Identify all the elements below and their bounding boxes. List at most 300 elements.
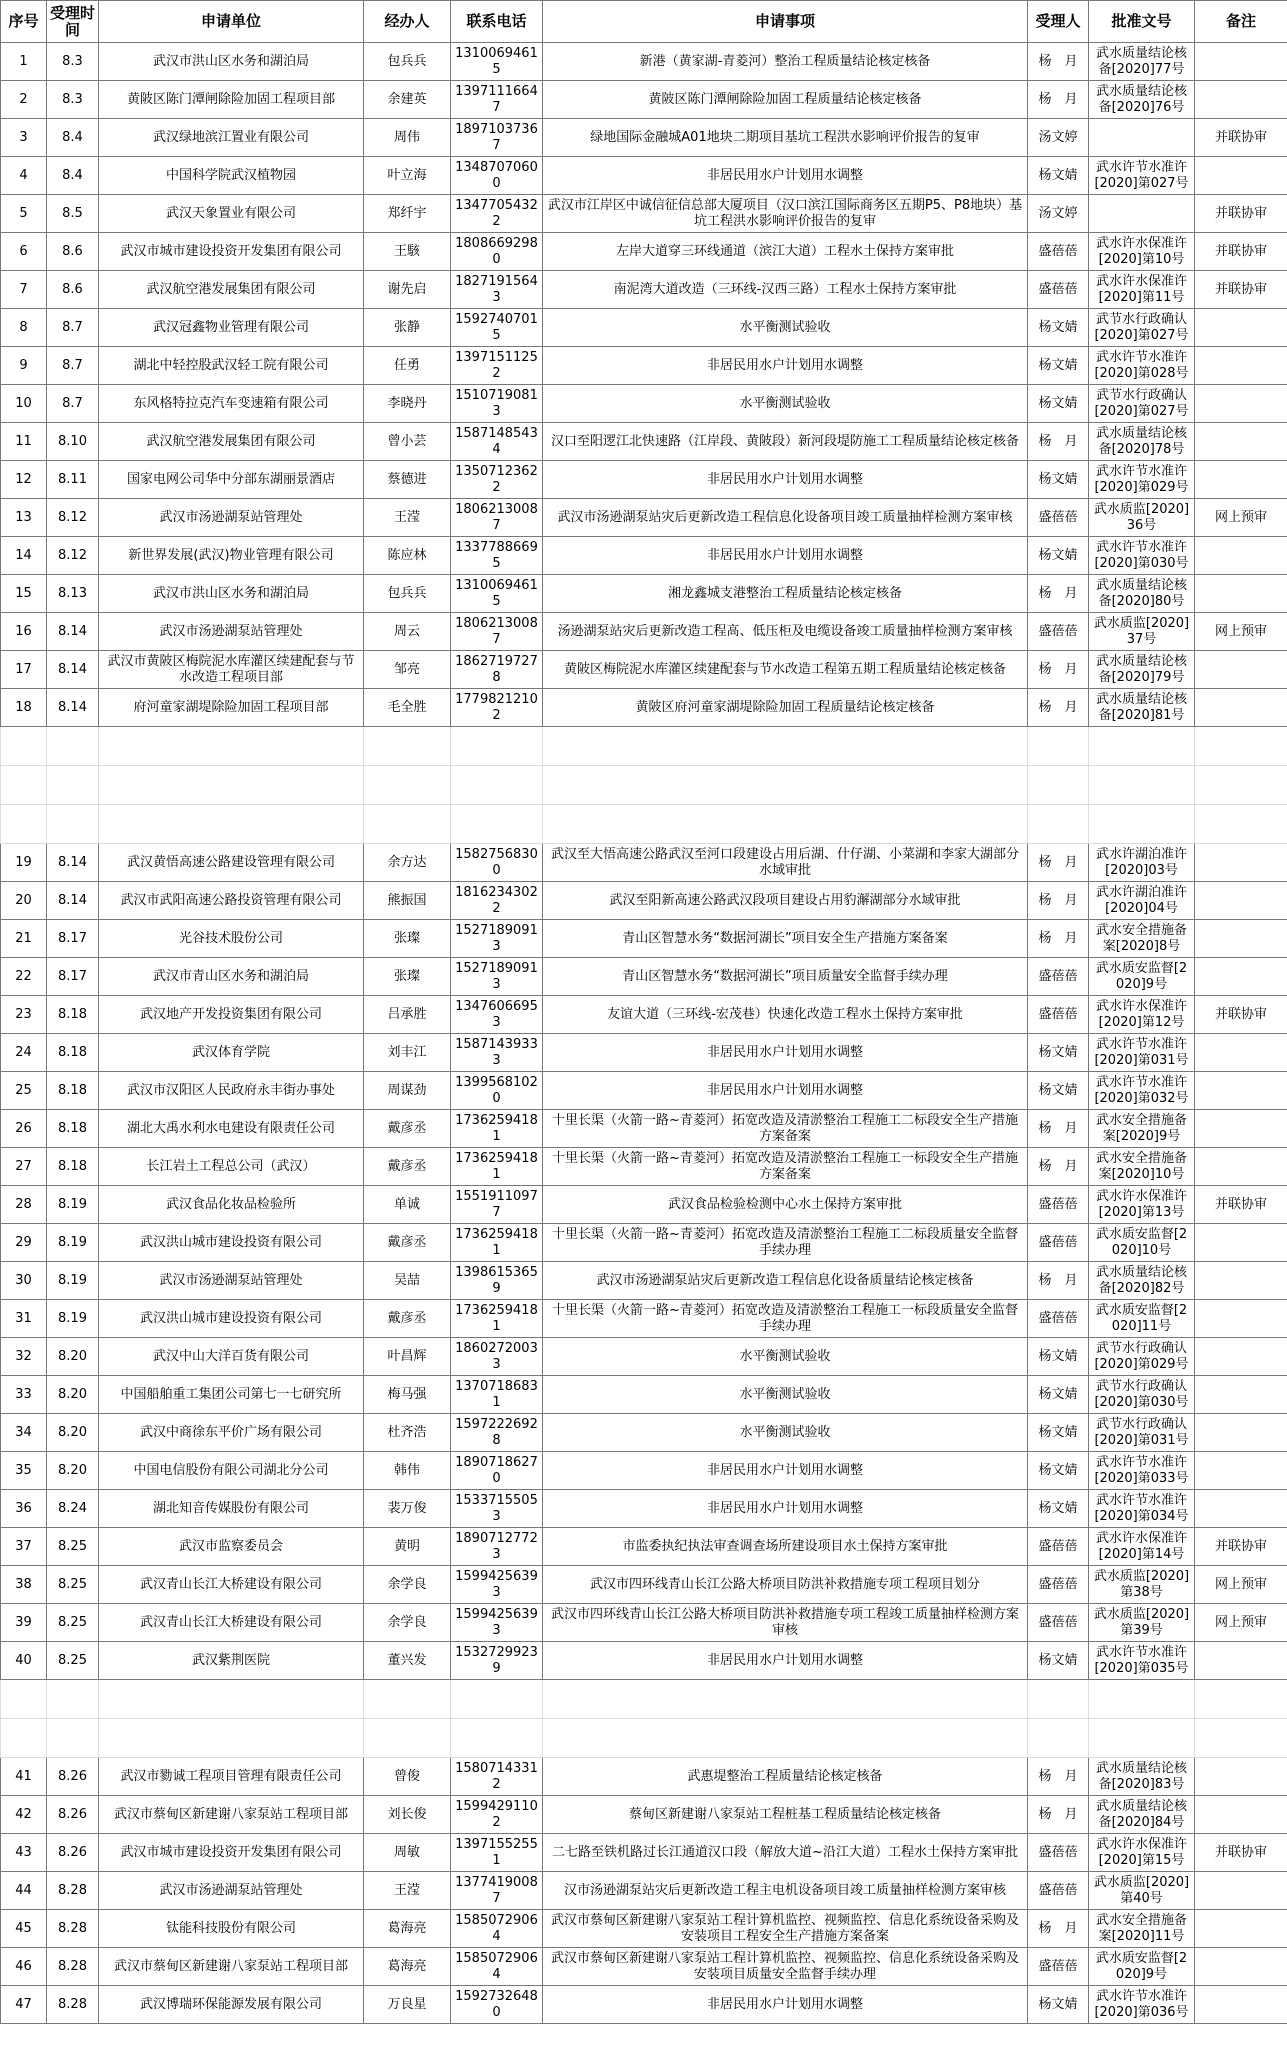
table-row [1,1528,1287,1566]
cell-note [1195,157,1287,195]
table-row [1,537,1287,575]
cell-index: 7 [1,271,47,309]
cell-phone: 18162343022 [451,882,543,920]
cell-approval: 武水质监[2020]第38号 [1089,1566,1195,1604]
cell-date: 8.3 [47,81,99,119]
cell-handler: 余方达 [364,844,451,882]
cell-unit: 武汉市汤逊湖泵站管理处 [99,499,364,537]
cell-item: 武汉市蔡甸区新建谢八家泵站工程计算机监控、视频监控、信息化系统设备采购及安装项目质量安全监督手续办理 [543,1948,1028,1986]
cell-phone: 15519110977 [451,1186,543,1224]
cell-note [1195,461,1287,499]
cell-receiver: 杨文婧 [1028,1072,1089,1110]
empty-cell [1028,805,1089,844]
table-row [1,1338,1287,1376]
cell-receiver: 盛蓓蓓 [1028,271,1089,309]
cell-approval: 武节水行政确认[2020]第029号 [1089,1338,1195,1376]
cell-handler: 吴喆 [364,1262,451,1300]
cell-phone: 15271890913 [451,920,543,958]
cell-index: 14 [1,537,47,575]
cell-date: 8.28 [47,1948,99,1986]
cell-approval: 武水质量结论核备[2020]81号 [1089,689,1195,727]
cell-receiver: 杨 月 [1028,423,1089,461]
cell-note [1195,1224,1287,1262]
cell-date: 8.6 [47,271,99,309]
cell-unit: 武汉冠鑫物业管理有限公司 [99,309,364,347]
cell-index: 3 [1,119,47,157]
empty-cell [1,1719,47,1758]
cell-receiver: 盛蓓蓓 [1028,1872,1089,1910]
cell-handler: 毛全胜 [364,689,451,727]
table-row [1,575,1287,613]
cell-date: 8.14 [47,689,99,727]
cell-receiver: 盛蓓蓓 [1028,1186,1089,1224]
cell-date: 8.26 [47,1834,99,1872]
empty-cell [47,766,99,805]
cell-index: 19 [1,844,47,882]
cell-approval: 武水许水保准许[2020]第13号 [1089,1186,1195,1224]
cell-receiver: 杨文婧 [1028,461,1089,499]
header-approval: 批准文号 [1089,1,1195,43]
cell-phone: 18907127723 [451,1528,543,1566]
empty-cell [543,727,1028,766]
header-row [1,1,1287,43]
cell-date: 8.11 [47,461,99,499]
table-row [1,271,1287,309]
cell-approval: 武水许节水准许[2020]第033号 [1089,1452,1195,1490]
cell-handler: 包兵兵 [364,43,451,81]
cell-note: 并联协审 [1195,1186,1287,1224]
cell-approval: 武水许节水准许[2020]第036号 [1089,1986,1195,2024]
cell-approval: 武水质安监督[2020]11号 [1089,1300,1195,1338]
cell-item: 十里长渠（火箭一路~青菱河）拓宽改造及清淤整治工程施工二标段安全生产措施方案备案 [543,1110,1028,1148]
cell-note: 并联协审 [1195,271,1287,309]
cell-approval: 武水质量结论核备[2020]78号 [1089,423,1195,461]
cell-unit: 湖北知音传媒股份有限公司 [99,1490,364,1528]
table-body [1,43,1287,2024]
cell-date: 8.18 [47,1072,99,1110]
cell-item: 非居民用水户计划用水调整 [543,347,1028,385]
cell-note [1195,1148,1287,1186]
table-row [1,1834,1287,1872]
cell-item: 十里长渠（火箭一路~青菱河）拓宽改造及清淤整治工程施工二标段质量安全监督手续办理 [543,1224,1028,1262]
cell-approval: 武水质量结论核备[2020]79号 [1089,651,1195,689]
cell-date: 8.26 [47,1758,99,1796]
empty-cell [1,727,47,766]
cell-index: 16 [1,613,47,651]
table-row [1,461,1287,499]
header-unit: 申请单位 [99,1,364,43]
cell-handler: 曾俊 [364,1758,451,1796]
cell-phone: 15807143312 [451,1758,543,1796]
cell-note [1195,1338,1287,1376]
blank-separator-row [1,727,1287,766]
cell-index: 43 [1,1834,47,1872]
table-row [1,1262,1287,1300]
table-row [1,347,1287,385]
cell-note: 并联协审 [1195,1834,1287,1872]
cell-item: 武汉市四环线青山长江公路大桥项目防洪补救措施专项工程项目划分 [543,1566,1028,1604]
table-row [1,651,1287,689]
cell-unit: 新世界发展(武汉)物业管理有限公司 [99,537,364,575]
cell-handler: 王駭 [364,233,451,271]
cell-phone: 15337155053 [451,1490,543,1528]
cell-note [1195,1110,1287,1148]
cell-index: 27 [1,1148,47,1186]
cell-note [1195,385,1287,423]
cell-approval: 武水许湖泊准许[2020]03号 [1089,844,1195,882]
cell-handler: 周谋劲 [364,1072,451,1110]
cell-approval: 武水许节水准许[2020]第029号 [1089,461,1195,499]
table-row [1,1872,1287,1910]
cell-item: 十里长渠（火箭一路~青菱河）拓宽改造及清淤整治工程施工一标段质量安全监督手续办理 [543,1300,1028,1338]
cell-index: 22 [1,958,47,996]
cell-handler: 王滢 [364,499,451,537]
cell-phone: 18062130087 [451,499,543,537]
cell-index: 35 [1,1452,47,1490]
cell-unit: 武汉市汤逊湖泵站管理处 [99,1872,364,1910]
cell-approval: 武节水行政确认[2020]第030号 [1089,1376,1195,1414]
cell-date: 8.7 [47,385,99,423]
cell-approval: 武水质监[2020]36号 [1089,499,1195,537]
cell-note: 网上预审 [1195,1604,1287,1642]
cell-receiver: 杨文婧 [1028,1338,1089,1376]
cell-phone: 18086692980 [451,233,543,271]
table-row [1,1642,1287,1680]
cell-unit: 武汉体育学院 [99,1034,364,1072]
cell-note [1195,1948,1287,1986]
cell-approval: 武水许水保准许[2020]第10号 [1089,233,1195,271]
cell-note [1195,882,1287,920]
cell-handler: 曾小芸 [364,423,451,461]
cell-item: 武汉市汤逊湖泵站灾后更新改造工程信息化设备项目竣工质量抽样检测方案审核 [543,499,1028,537]
cell-phone: 15327299239 [451,1642,543,1680]
cell-handler: 王滢 [364,1872,451,1910]
cell-date: 8.19 [47,1186,99,1224]
cell-note [1195,1414,1287,1452]
table-row [1,920,1287,958]
empty-cell [1,766,47,805]
cell-note [1195,1796,1287,1834]
cell-index: 46 [1,1948,47,1986]
cell-receiver: 汤文婷 [1028,119,1089,157]
cell-handler: 梅马强 [364,1376,451,1414]
blank-separator-row [1,1719,1287,1758]
cell-phone: 13971116647 [451,81,543,119]
cell-date: 8.12 [47,499,99,537]
cell-item: 武汉至阳新高速公路武汉段项目建设占用豹澥湖部分水域审批 [543,882,1028,920]
cell-date: 8.26 [47,1796,99,1834]
cell-receiver: 盛蓓蓓 [1028,996,1089,1034]
table-row [1,1300,1287,1338]
cell-receiver: 杨 月 [1028,1758,1089,1796]
cell-unit: 中国电信股份有限公司湖北分公司 [99,1452,364,1490]
cell-approval: 武水许节水准许[2020]第030号 [1089,537,1195,575]
cell-handler: 熊振国 [364,882,451,920]
cell-phone: 17362594181 [451,1224,543,1262]
cell-note [1195,844,1287,882]
table-row [1,1072,1287,1110]
cell-phone: 15871485434 [451,423,543,461]
cell-approval: 武水质量结论核备[2020]82号 [1089,1262,1195,1300]
cell-item: 左岸大道穿三环线通道（滨江大道）工程水土保持方案审批 [543,233,1028,271]
cell-date: 8.20 [47,1338,99,1376]
cell-index: 23 [1,996,47,1034]
cell-unit: 武汉市武阳高速公路投资管理有限公司 [99,882,364,920]
cell-index: 2 [1,81,47,119]
cell-date: 8.28 [47,1872,99,1910]
cell-handler: 李晓丹 [364,385,451,423]
table-row [1,1948,1287,1986]
cell-note: 并联协审 [1195,119,1287,157]
cell-item: 武汉市蔡甸区新建谢八家泵站工程计算机监控、视频监控、信息化系统设备采购及安装项目工程安全生产措施方案备案 [543,1910,1028,1948]
empty-cell [451,1680,543,1719]
cell-receiver: 杨 月 [1028,1910,1089,1948]
cell-date: 8.25 [47,1642,99,1680]
cell-unit: 府河童家湖堤除险加固工程项目部 [99,689,364,727]
cell-unit: 武汉地产开发投资集团有限公司 [99,996,364,1034]
empty-cell [1028,1680,1089,1719]
cell-index: 26 [1,1110,47,1148]
cell-index: 31 [1,1300,47,1338]
table-row [1,844,1287,882]
empty-cell [364,766,451,805]
cell-item: 市监委执纪执法审查调查场所建设项目水土保持方案审批 [543,1528,1028,1566]
cell-handler: 叶立海 [364,157,451,195]
cell-item: 十里长渠（火箭一路~青菱河）拓宽改造及清淤整治工程施工一标段安全生产措施方案备案 [543,1148,1028,1186]
cell-unit: 武汉洪山城市建设投资有限公司 [99,1224,364,1262]
cell-index: 38 [1,1566,47,1604]
cell-index: 41 [1,1758,47,1796]
cell-item: 新港（黄家湖-青菱河）整治工程质量结论核定核备 [543,43,1028,81]
cell-item: 非居民用水户计划用水调整 [543,461,1028,499]
cell-note [1195,81,1287,119]
header-receiver: 受理人 [1028,1,1089,43]
cell-date: 8.24 [47,1490,99,1528]
cell-phone: 13477054322 [451,195,543,233]
cell-phone: 13971511252 [451,347,543,385]
empty-cell [1195,766,1287,805]
table-row [1,233,1287,271]
cell-unit: 武汉航空港发展集团有限公司 [99,271,364,309]
empty-cell [99,727,364,766]
cell-unit: 光谷技术股份公司 [99,920,364,958]
cell-phone: 15972226928 [451,1414,543,1452]
empty-cell [1028,1719,1089,1758]
cell-unit: 黄陂区陈门潭闸除险加固工程项目部 [99,81,364,119]
cell-date: 8.5 [47,195,99,233]
cell-handler: 葛海亮 [364,1910,451,1948]
empty-cell [1195,805,1287,844]
cell-date: 8.14 [47,844,99,882]
cell-item: 蔡甸区新建谢八家泵站工程桩基工程质量结论核定核备 [543,1796,1028,1834]
cell-receiver: 杨文婧 [1028,1034,1089,1072]
cell-index: 39 [1,1604,47,1642]
cell-note [1195,1490,1287,1528]
cell-phone: 17362594181 [451,1148,543,1186]
empty-cell [1195,1680,1287,1719]
cell-date: 8.13 [47,575,99,613]
cell-phone: 15994291102 [451,1796,543,1834]
cell-unit: 钛能科技股份有限公司 [99,1910,364,1948]
cell-date: 8.18 [47,1110,99,1148]
cell-receiver: 杨 月 [1028,1796,1089,1834]
cell-date: 8.18 [47,996,99,1034]
cell-approval: 武水许节水准许[2020]第035号 [1089,1642,1195,1680]
cell-item: 非居民用水户计划用水调整 [543,1452,1028,1490]
empty-cell [47,1680,99,1719]
empty-cell [1089,766,1195,805]
table-row [1,385,1287,423]
cell-index: 24 [1,1034,47,1072]
cell-item: 水平衡测试验收 [543,309,1028,347]
cell-unit: 武汉市勠诚工程项目管理有限责任公司 [99,1758,364,1796]
cell-approval: 武水质监[2020]第39号 [1089,1604,1195,1642]
cell-receiver: 盛蓓蓓 [1028,1604,1089,1642]
cell-unit: 国家电网公司华中分部东湖丽景酒店 [99,461,364,499]
cell-unit: 武汉市城市建设投资开发集团有限公司 [99,233,364,271]
cell-index: 20 [1,882,47,920]
cell-note: 并联协审 [1195,1528,1287,1566]
cell-phone: 17362594181 [451,1110,543,1148]
cell-unit: 中国船舶重工集团公司第七一七研究所 [99,1376,364,1414]
table-row [1,1986,1287,2024]
cell-unit: 武汉市蔡甸区新建谢八家泵站工程项目部 [99,1796,364,1834]
cell-item: 水平衡测试验收 [543,385,1028,423]
cell-date: 8.12 [47,537,99,575]
cell-phone: 13100694615 [451,43,543,81]
cell-index: 5 [1,195,47,233]
table-row [1,1452,1287,1490]
cell-unit: 武汉市蔡甸区新建谢八家泵站工程项目部 [99,1948,364,1986]
header-item: 申请事项 [543,1,1028,43]
cell-approval: 武水质监[2020]37号 [1089,613,1195,651]
empty-cell [1028,727,1089,766]
cell-index: 1 [1,43,47,81]
cell-item: 水平衡测试验收 [543,1376,1028,1414]
cell-handler: 董兴发 [364,1642,451,1680]
cell-index: 44 [1,1872,47,1910]
cell-receiver: 杨 月 [1028,920,1089,958]
cell-receiver: 杨 月 [1028,1262,1089,1300]
empty-cell [451,727,543,766]
cell-handler: 周敏 [364,1834,451,1872]
cell-approval: 武水许水保准许[2020]第15号 [1089,1834,1195,1872]
cell-date: 8.14 [47,882,99,920]
cell-approval: 武水质量结论核备[2020]76号 [1089,81,1195,119]
cell-item: 黄陂区府河童家湖堤除险加固工程质量结论核定核备 [543,689,1028,727]
cell-phone: 15927407015 [451,309,543,347]
cell-phone: 13971552551 [451,1834,543,1872]
cell-date: 8.14 [47,651,99,689]
cell-note [1195,1986,1287,2024]
empty-cell [364,805,451,844]
cell-note [1195,1262,1287,1300]
cell-item: 武汉市江岸区中诚信征信总部大厦项目（汉口滨江国际商务区五期P5、P8地块）基坑工程洪水影响评价报告的复审 [543,195,1028,233]
empty-cell [1195,727,1287,766]
cell-item: 友谊大道（三环线-宏茂巷）快速化改造工程水土保持方案审批 [543,996,1028,1034]
cell-approval: 武水质监[2020]第40号 [1089,1872,1195,1910]
cell-handler: 叶昌辉 [364,1338,451,1376]
header-date: 受理时间 [47,1,99,43]
cell-receiver: 杨 月 [1028,844,1089,882]
cell-index: 8 [1,309,47,347]
cell-phone: 13995681020 [451,1072,543,1110]
empty-cell [1195,1719,1287,1758]
header-handler: 经办人 [364,1,451,43]
cell-phone: 13100694615 [451,575,543,613]
cell-receiver: 盛蓓蓓 [1028,1948,1089,1986]
cell-unit: 武汉航空港发展集团有限公司 [99,423,364,461]
table-row [1,1566,1287,1604]
table-row [1,1490,1287,1528]
cell-note: 并联协审 [1195,996,1287,1034]
cell-receiver: 杨文婧 [1028,1452,1089,1490]
cell-unit: 武汉市汤逊湖泵站管理处 [99,613,364,651]
cell-phone: 18971037367 [451,119,543,157]
cell-unit: 东风格特拉克汽车变速箱有限公司 [99,385,364,423]
cell-phone: 17362594181 [451,1300,543,1338]
cell-handler: 裴万俊 [364,1490,451,1528]
cell-phone: 13707186831 [451,1376,543,1414]
cell-item: 汤逊湖泵站灾后更新改造工程高、低压柜及电缆设备竣工质量抽样检测方案审核 [543,613,1028,651]
cell-index: 30 [1,1262,47,1300]
cell-item: 武汉市四环线青山长江公路大桥项目防洪补救措施专项工程竣工质量抽样检测方案审核 [543,1604,1028,1642]
empty-cell [1089,1719,1195,1758]
cell-unit: 武汉紫荆医院 [99,1642,364,1680]
cell-receiver: 杨文婧 [1028,1376,1089,1414]
cell-index: 47 [1,1986,47,2024]
empty-cell [451,1719,543,1758]
cell-phone: 15271890913 [451,958,543,996]
empty-cell [543,766,1028,805]
cell-item: 汉市汤逊湖泵站灾后更新改造工程主电机设备项目竣工质量抽样检测方案审核 [543,1872,1028,1910]
cell-receiver: 盛蓓蓓 [1028,499,1089,537]
table-row [1,689,1287,727]
cell-phone: 15107190813 [451,385,543,423]
cell-handler: 任勇 [364,347,451,385]
cell-item: 武惠堤整治工程质量结论核定核备 [543,1758,1028,1796]
cell-unit: 武汉中山大洋百货有限公司 [99,1338,364,1376]
empty-cell [543,1719,1028,1758]
cell-approval: 武水许节水准许[2020]第027号 [1089,157,1195,195]
cell-date: 8.10 [47,423,99,461]
cell-receiver: 汤文婷 [1028,195,1089,233]
cell-receiver: 盛蓓蓓 [1028,958,1089,996]
cell-approval: 武水质量结论核备[2020]83号 [1089,1758,1195,1796]
cell-date: 8.4 [47,157,99,195]
cell-receiver: 杨 月 [1028,1148,1089,1186]
cell-item: 二七路至铁机路过长江通道汉口段（解放大道~沿江大道）工程水土保持方案审批 [543,1834,1028,1872]
cell-date: 8.19 [47,1224,99,1262]
cell-receiver: 杨文婧 [1028,347,1089,385]
cell-date: 8.25 [47,1528,99,1566]
cell-item: 非居民用水户计划用水调整 [543,157,1028,195]
cell-index: 29 [1,1224,47,1262]
cell-unit: 武汉天象置业有限公司 [99,195,364,233]
table-row [1,157,1287,195]
cell-phone: 13986153659 [451,1262,543,1300]
table-row [1,1186,1287,1224]
cell-phone: 15994256393 [451,1604,543,1642]
cell-note [1195,537,1287,575]
cell-unit: 武汉绿地滨江置业有限公司 [99,119,364,157]
empty-cell [47,727,99,766]
cell-index: 45 [1,1910,47,1948]
cell-handler: 蔡德进 [364,461,451,499]
cell-approval: 武水安全措施备案[2020]9号 [1089,1110,1195,1148]
cell-date: 8.7 [47,309,99,347]
cell-note [1195,43,1287,81]
